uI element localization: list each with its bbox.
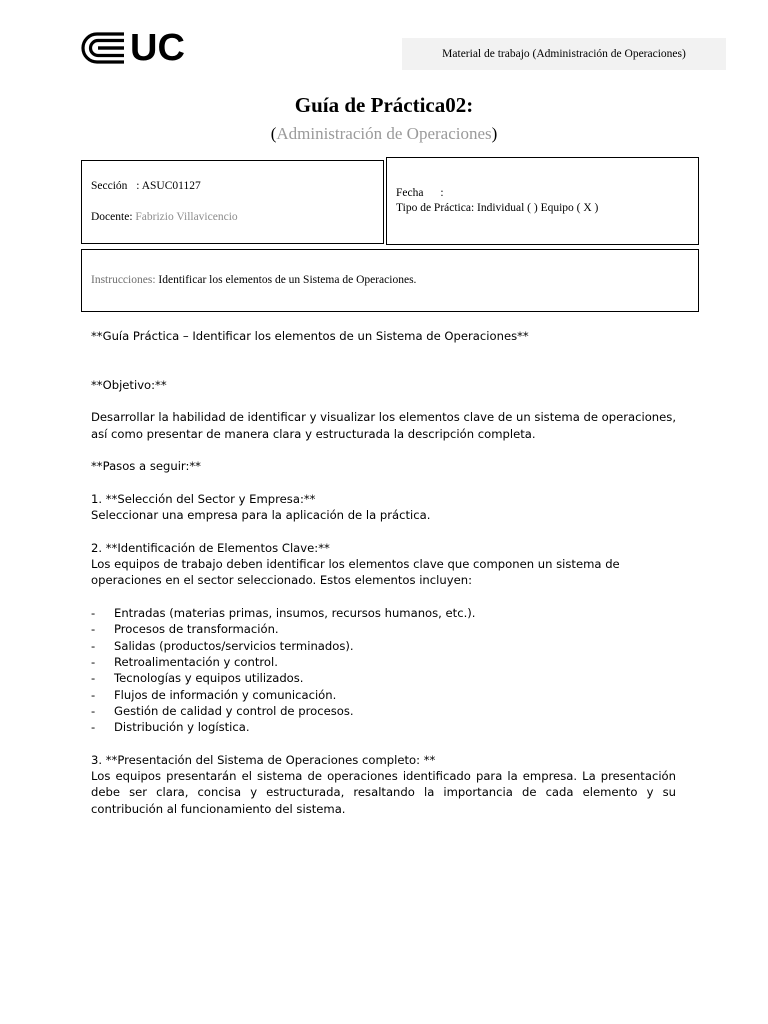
fecha-line	[396, 187, 444, 199]
docente-label: Docente:	[91, 211, 133, 223]
step2-title: 2. **Identificación de Elementos Clave:**	[91, 540, 330, 555]
list-item: - Distribución y logística.	[91, 720, 250, 735]
list-item: - Tecnologías y equipos utilizados.	[91, 671, 304, 686]
page-title: Guía de Práctica02:	[294, 93, 474, 117]
guide-heading: **Guía Práctica – Identificar los elementos de un Sistema de Operaciones**	[91, 329, 529, 343]
seccion-value: : ASUC01127	[136, 180, 201, 192]
fecha-label: Fecha	[396, 187, 424, 199]
uc-logo-icon	[80, 31, 126, 65]
document-body	[91, 328, 676, 817]
fecha-value: :	[440, 187, 444, 199]
list-item: - Flujos de información y comunicación.	[91, 687, 337, 702]
instructions-text: Identificar los elementos de un Sistema de Operaciones.	[158, 274, 417, 286]
header-label: Material de trabajo (Administración de Operaciones)	[442, 48, 686, 60]
list-item: - Gestión de calidad y control de procesos.	[91, 703, 354, 718]
seccion-label: Sección	[91, 180, 128, 192]
subtitle-open: (	[270, 124, 277, 143]
step3-text: Los equipos presentarán el sistema de operaciones identificado para la empresa. La presentación debe ser clara, concisa y estructurada, resaltando la importancia de cada elemento y su contribución al funcionamiento del sistema.	[91, 769, 676, 816]
header-label-box	[402, 38, 726, 70]
step1-title: 1. **Selección del Sector y Empresa:**	[91, 491, 316, 506]
instructions-label: Instrucciones:	[91, 274, 156, 286]
info-box-left	[81, 160, 384, 244]
objetivo-label: **Objetivo:**	[91, 377, 167, 392]
instructions-line	[91, 274, 416, 286]
subtitle-text: Administración de Operaciones	[276, 124, 492, 143]
step2-text: Los equipos de trabajo deben identificar los elementos clave que componen un sistema de operaciones en el sector seleccionado. Estos elementos incluyen:	[91, 557, 620, 588]
logo-text: UC	[130, 27, 185, 69]
docente-value: Fabrizio Villavicencio	[135, 211, 238, 223]
docente-line	[91, 211, 238, 223]
pasos-label: **Pasos a seguir:**	[91, 459, 201, 474]
list-item: - Retroalimentación y control.	[91, 654, 278, 669]
step1-text: Seleccionar una empresa para la aplicación de la práctica.	[91, 508, 431, 523]
subtitle-close: )	[491, 124, 498, 143]
instructions-box	[81, 249, 699, 312]
uc-logo	[80, 27, 185, 69]
list-item: - Entradas (materias primas, insumos, recursos humanos, etc.).	[91, 606, 476, 621]
list-item: - Salidas (productos/servicios terminados).	[91, 638, 354, 653]
elements-list	[91, 605, 676, 735]
list-item: - Procesos de transformación.	[91, 622, 279, 637]
tipo-practica: Tipo de Práctica: Individual ( ) Equipo ( X )	[396, 202, 599, 214]
objetivo-text: Desarrollar la habilidad de identificar y visualizar los elementos clave de un sistema de operaciones, así como presentar de manera clara y estructurada la descripción completa.	[91, 410, 677, 441]
step3-title: 3. **Presentación del Sistema de Operaciones completo: **	[91, 752, 436, 767]
info-box-right	[386, 157, 699, 245]
seccion-line	[91, 180, 201, 192]
page-subtitle	[0, 124, 768, 144]
